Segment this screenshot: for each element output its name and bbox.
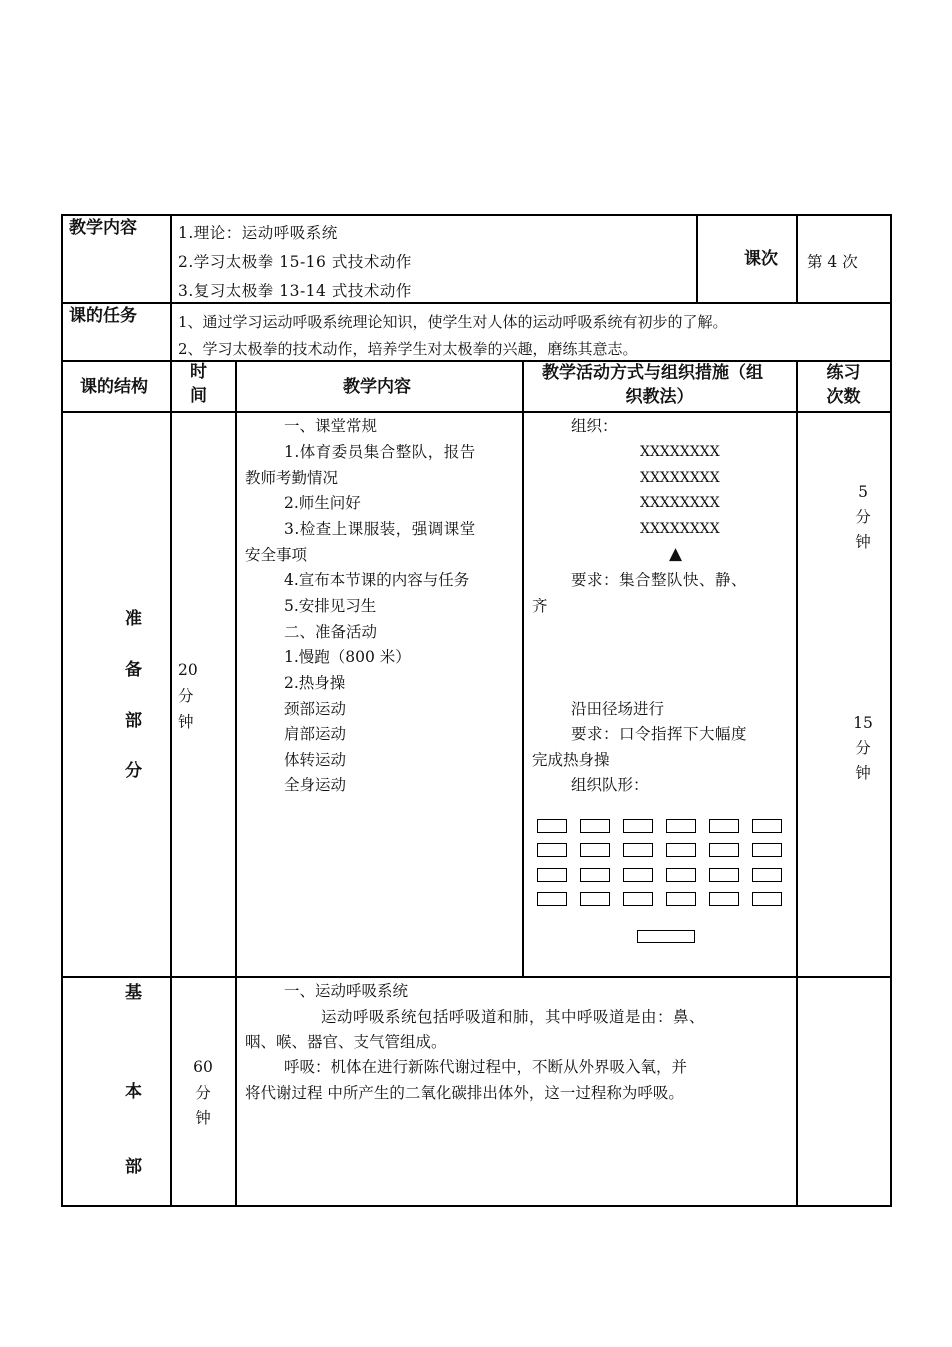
practice-count: 钟 (855, 533, 871, 551)
prep-content-line: 4.宣布本节课的内容与任务 (284, 571, 470, 589)
requirement-line: 完成热身操 (532, 751, 610, 769)
table-line (61, 976, 892, 978)
prep-content-line: 2.师生问好 (284, 494, 361, 512)
prep-content-line: 全身运动 (284, 776, 347, 794)
practice-count: 15 (853, 714, 873, 732)
col-practice: 练习 (826, 363, 861, 383)
student-box (666, 843, 696, 857)
practice-count: 5 (858, 483, 868, 501)
prep-content-line: 1.慢跑（800 米） (284, 648, 411, 666)
col-method: 教学活动方式与组织措施（组 (542, 363, 763, 383)
student-box (666, 892, 696, 906)
basic-content-line: 咽、喉、器官、支气管组成。 (245, 1033, 447, 1051)
prep-content-line: 颈部运动 (284, 700, 347, 718)
basic-time: 钟 (195, 1109, 211, 1127)
formation-row: XXXXXXXX (640, 495, 720, 511)
teacher-marker-icon: ▲ (669, 544, 683, 564)
content-line: 1.理论：运动呼吸系统 (178, 224, 338, 242)
table-line (61, 1205, 892, 1207)
student-box (623, 868, 653, 882)
student-box (709, 819, 739, 833)
col-content: 教学内容 (343, 377, 411, 397)
requirement-line: 要求：口令指挥下大幅度 (571, 725, 748, 743)
student-box (623, 819, 653, 833)
track-note: 沿田径场进行 (571, 700, 665, 718)
prep-content-line: 3.检查上课服装，强调课堂 (284, 520, 476, 538)
student-box (580, 892, 610, 906)
student-box (709, 892, 739, 906)
prep-time: 钟 (178, 713, 194, 731)
prep-content-line: 1.体育委员集合整队，报告 (284, 443, 476, 461)
student-box (537, 892, 567, 906)
prep-content-line: 体转运动 (284, 751, 347, 769)
student-box (580, 868, 610, 882)
prep-content-line: 5.安排见习生 (284, 597, 377, 615)
requirement-line: 齐 (532, 597, 548, 615)
student-box (666, 868, 696, 882)
basic-time: 60 (193, 1058, 213, 1076)
lesson-label: 课次 (744, 249, 778, 269)
table-line (522, 360, 524, 977)
prep-content-line: 安全事项 (245, 546, 308, 564)
basic-content-line: 运动呼吸系统包括呼吸道和肺，其中呼吸道是由：鼻、 (321, 1008, 706, 1026)
prep-section-char: 分 (125, 761, 142, 781)
student-box (537, 819, 567, 833)
basic-section-char: 基 (125, 983, 142, 1003)
requirement-line: 要求：集合整队快、静、 (571, 571, 748, 589)
formation-row: XXXXXXXX (640, 470, 720, 486)
student-box (623, 843, 653, 857)
task-line: 2、学习太极拳的技术动作，培养学生对太极拳的兴趣，磨练其意志。 (178, 340, 638, 358)
student-box (580, 843, 610, 857)
table-line (61, 214, 892, 216)
content-line: 2.学习太极拳 15-16 式技术动作 (178, 253, 412, 271)
col-time: 时 (190, 362, 207, 382)
practice-count: 钟 (855, 764, 871, 782)
formation-label: 组织队形： (571, 776, 649, 794)
basic-content-line: 将代谢过程 中所产生的二氧化碳排出体外，这一过程称为呼吸。 (245, 1084, 684, 1102)
student-box (752, 892, 782, 906)
student-box (752, 843, 782, 857)
prep-section-char: 准 (125, 609, 142, 629)
prep-content-line: 肩部运动 (284, 725, 347, 743)
teacher-box (637, 930, 695, 943)
basic-section-char: 部 (125, 1157, 142, 1177)
col-practice: 次数 (826, 387, 861, 407)
prep-content-line: 教师考勤情况 (245, 469, 339, 487)
student-box (709, 843, 739, 857)
student-box (537, 868, 567, 882)
basic-content-line: 呼吸：机体在进行新陈代谢过程中，不断从外界吸入氧，并 (284, 1058, 688, 1076)
student-box (537, 843, 567, 857)
table-line (235, 360, 237, 1205)
formation-row: XXXXXXXX (640, 444, 720, 460)
student-box (623, 892, 653, 906)
prep-content-line: 2.热身操 (284, 674, 346, 692)
prep-section-char: 备 (125, 660, 142, 680)
task-line: 1、通过学习运动呼吸系统理论知识，使学生对人体的运动呼吸系统有初步的了解。 (178, 313, 728, 331)
col-method: 织教法） (625, 387, 694, 407)
prep-time: 分 (178, 687, 194, 705)
prep-section-char: 部 (125, 711, 142, 731)
table-line (796, 214, 798, 302)
org-label: 组织： (571, 417, 618, 435)
col-time: 间 (190, 386, 207, 406)
student-box (752, 819, 782, 833)
prep-time: 20 (178, 661, 198, 679)
student-box (666, 819, 696, 833)
basic-section-char: 本 (125, 1082, 142, 1102)
prep-content-line: 一、课堂常规 (284, 417, 378, 435)
lesson-value: 第 4 次 (807, 253, 858, 271)
basic-content-line: 一、运动呼吸系统 (284, 982, 409, 1000)
prep-content-line: 二、准备活动 (284, 623, 378, 641)
student-box (752, 868, 782, 882)
table-line (61, 411, 892, 413)
basic-time: 分 (195, 1084, 211, 1102)
task-label: 课的任务 (69, 306, 137, 326)
table-line (61, 214, 63, 1207)
col-structure: 课的结构 (80, 377, 148, 397)
student-box (580, 819, 610, 833)
formation-row: XXXXXXXX (640, 521, 720, 537)
content-line: 3.复习太极拳 13-14 式技术动作 (178, 282, 412, 300)
content-label: 教学内容 (69, 218, 137, 238)
table-line (696, 214, 698, 302)
student-box (709, 868, 739, 882)
practice-count: 分 (855, 508, 871, 526)
practice-count: 分 (855, 739, 871, 757)
